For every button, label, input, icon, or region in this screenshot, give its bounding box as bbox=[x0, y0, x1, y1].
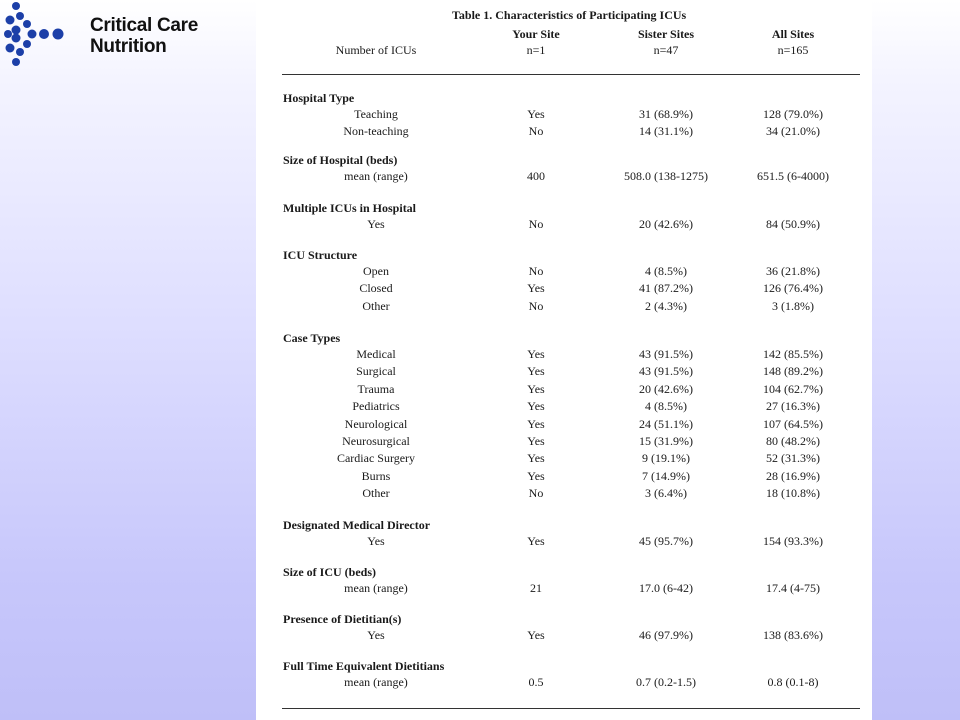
row-label: mean (range) bbox=[344, 169, 408, 183]
sister-sites-value: 4 (8.5%) bbox=[645, 399, 687, 414]
sister-sites-value: 9 (19.1%) bbox=[642, 451, 690, 466]
logo-text-line1: Critical Care bbox=[90, 15, 199, 36]
all-sites-value: 52 (31.3%) bbox=[766, 451, 820, 466]
table-row bbox=[256, 264, 872, 280]
section-header: ICU Structure bbox=[283, 248, 358, 262]
section-header: Size of ICU (beds) bbox=[283, 565, 376, 579]
all-sites-value: 28 (16.9%) bbox=[766, 468, 820, 483]
row-label: Yes bbox=[367, 217, 385, 231]
table-row bbox=[256, 217, 872, 233]
col-header-all-sites: All Sites bbox=[771, 27, 815, 41]
row-label: Teaching bbox=[354, 107, 398, 121]
table-bottom-rule bbox=[282, 708, 860, 709]
table-row bbox=[256, 281, 872, 297]
row-label: Open bbox=[363, 264, 389, 278]
section-header: Full Time Equivalent Dietitians bbox=[283, 659, 445, 673]
sister-sites-value: 17.0 (6-42) bbox=[639, 581, 693, 595]
col-n-your-site: n=1 bbox=[526, 43, 546, 57]
all-sites-value: 154 (93.3%) bbox=[763, 534, 823, 548]
logo-text-line2: Nutrition bbox=[90, 36, 167, 57]
your-site-value: Yes bbox=[527, 364, 545, 379]
your-site-value: No bbox=[528, 264, 544, 278]
logo-mark-icon bbox=[4, 2, 70, 66]
section-header: Case Types bbox=[283, 331, 341, 345]
all-sites-value: 104 (62.7%) bbox=[763, 381, 823, 396]
sister-sites-value: 508.0 (138-1275) bbox=[624, 169, 708, 183]
col-header-sister-sites: Sister Sites bbox=[637, 27, 695, 41]
row-label: Non-teaching bbox=[343, 124, 409, 139]
sister-sites-value: 43 (91.5%) bbox=[639, 364, 693, 379]
your-site-value: No bbox=[528, 486, 544, 501]
all-sites-value: 36 (21.8%) bbox=[766, 264, 820, 278]
table-row bbox=[256, 628, 872, 644]
document-page bbox=[256, 0, 872, 720]
all-sites-value: 3 (1.8%) bbox=[772, 298, 814, 313]
section-header: Multiple ICUs in Hospital bbox=[283, 201, 417, 215]
all-sites-value: 0.8 (0.1-8) bbox=[767, 675, 819, 689]
table-row bbox=[256, 581, 872, 597]
sister-sites-value: 31 (68.9%) bbox=[639, 107, 693, 121]
section-header: Size of Hospital (beds) bbox=[283, 153, 398, 167]
table-row bbox=[256, 299, 872, 315]
row-label: Trauma bbox=[357, 381, 395, 396]
row-label: Yes bbox=[367, 628, 385, 642]
all-sites-value: 34 (21.0%) bbox=[766, 124, 820, 139]
sister-sites-value: 2 (4.3%) bbox=[645, 298, 687, 313]
col-label-number-of-icus: Number of ICUs bbox=[335, 43, 417, 57]
your-site-value: Yes bbox=[527, 416, 545, 431]
all-sites-value: 142 (85.5%) bbox=[763, 347, 823, 361]
all-sites-value: 148 (89.2%) bbox=[763, 364, 823, 379]
row-label: mean (range) bbox=[344, 581, 408, 595]
row-label: Medical bbox=[356, 347, 396, 361]
your-site-value: No bbox=[528, 298, 544, 313]
all-sites-value: 18 (10.8%) bbox=[766, 486, 820, 501]
table-row bbox=[256, 434, 872, 450]
all-sites-value: 107 (64.5%) bbox=[763, 416, 823, 431]
your-site-value: 0.5 bbox=[528, 675, 544, 689]
table-row bbox=[256, 382, 872, 398]
your-site-value: Yes bbox=[527, 399, 545, 414]
your-site-value: Yes bbox=[527, 434, 545, 448]
sister-sites-value: 43 (91.5%) bbox=[639, 347, 693, 361]
your-site-value: Yes bbox=[527, 347, 545, 361]
table-row bbox=[256, 417, 872, 433]
sister-sites-value: 45 (95.7%) bbox=[639, 534, 693, 548]
all-sites-value: 80 (48.2%) bbox=[766, 434, 820, 448]
sister-sites-value: 3 (6.4%) bbox=[645, 486, 687, 501]
sister-sites-value: 7 (14.9%) bbox=[642, 468, 690, 483]
col-n-sister-sites: n=47 bbox=[653, 43, 679, 57]
row-label: Neurosurgical bbox=[342, 434, 410, 448]
your-site-value: Yes bbox=[527, 281, 545, 296]
sister-sites-value: 41 (87.2%) bbox=[639, 281, 693, 296]
row-label: Cardiac Surgery bbox=[336, 451, 416, 466]
table-row bbox=[256, 364, 872, 380]
table-row bbox=[256, 534, 872, 550]
sister-sites-value: 46 (97.9%) bbox=[639, 628, 693, 642]
all-sites-value: 138 (83.6%) bbox=[763, 628, 823, 642]
section-header: Designated Medical Director bbox=[283, 518, 431, 532]
all-sites-value: 17.4 (4-75) bbox=[766, 581, 820, 595]
all-sites-value: 84 (50.9%) bbox=[766, 217, 820, 231]
all-sites-value: 126 (76.4%) bbox=[763, 281, 823, 296]
row-label: Surgical bbox=[356, 364, 396, 379]
row-label: Yes bbox=[367, 534, 385, 548]
row-label: Neurological bbox=[344, 416, 408, 431]
your-site-value: 400 bbox=[527, 169, 545, 183]
section-header: Presence of Dietitian(s) bbox=[283, 612, 402, 626]
your-site-value: No bbox=[528, 124, 544, 139]
table-row bbox=[256, 107, 872, 123]
table-row bbox=[256, 347, 872, 363]
your-site-value: 21 bbox=[530, 581, 542, 595]
row-label: Other bbox=[362, 486, 390, 501]
row-label: Closed bbox=[359, 281, 393, 296]
sister-sites-value: 14 (31.1%) bbox=[639, 124, 693, 139]
your-site-value: Yes bbox=[527, 107, 545, 121]
table-row bbox=[256, 124, 872, 140]
all-sites-value: 27 (16.3%) bbox=[766, 399, 820, 414]
section-header: Hospital Type bbox=[283, 91, 355, 105]
row-label: Burns bbox=[361, 468, 391, 483]
table-row bbox=[256, 486, 872, 502]
table-row bbox=[256, 675, 872, 691]
sister-sites-value: 0.7 (0.2-1.5) bbox=[636, 675, 696, 689]
sister-sites-value: 20 (42.6%) bbox=[639, 217, 693, 231]
sister-sites-value: 4 (8.5%) bbox=[645, 264, 687, 278]
your-site-value: Yes bbox=[527, 381, 545, 396]
table-title: Table 1. Characteristics of Participating ICUs bbox=[452, 8, 687, 22]
sister-sites-value: 15 (31.9%) bbox=[639, 434, 693, 448]
all-sites-value: 128 (79.0%) bbox=[763, 107, 823, 121]
row-label: Other bbox=[362, 298, 390, 313]
col-n-all-sites: n=165 bbox=[777, 43, 809, 57]
table-top-rule bbox=[282, 74, 860, 75]
row-label: Pediatrics bbox=[352, 399, 400, 414]
sister-sites-value: 20 (42.6%) bbox=[639, 381, 693, 396]
critical-care-nutrition-logo bbox=[4, 2, 204, 66]
all-sites-value: 651.5 (6-4000) bbox=[757, 169, 829, 183]
table-row bbox=[256, 399, 872, 415]
your-site-value: Yes bbox=[527, 534, 545, 548]
table-row bbox=[256, 451, 872, 467]
your-site-value: No bbox=[528, 217, 544, 231]
row-label: mean (range) bbox=[344, 675, 408, 689]
your-site-value: Yes bbox=[527, 628, 545, 642]
col-header-your-site: Your Site bbox=[512, 27, 560, 41]
sister-sites-value: 24 (51.1%) bbox=[639, 416, 693, 431]
table-row bbox=[256, 469, 872, 485]
your-site-value: Yes bbox=[527, 468, 545, 483]
your-site-value: Yes bbox=[527, 451, 545, 466]
table-row bbox=[256, 169, 872, 185]
